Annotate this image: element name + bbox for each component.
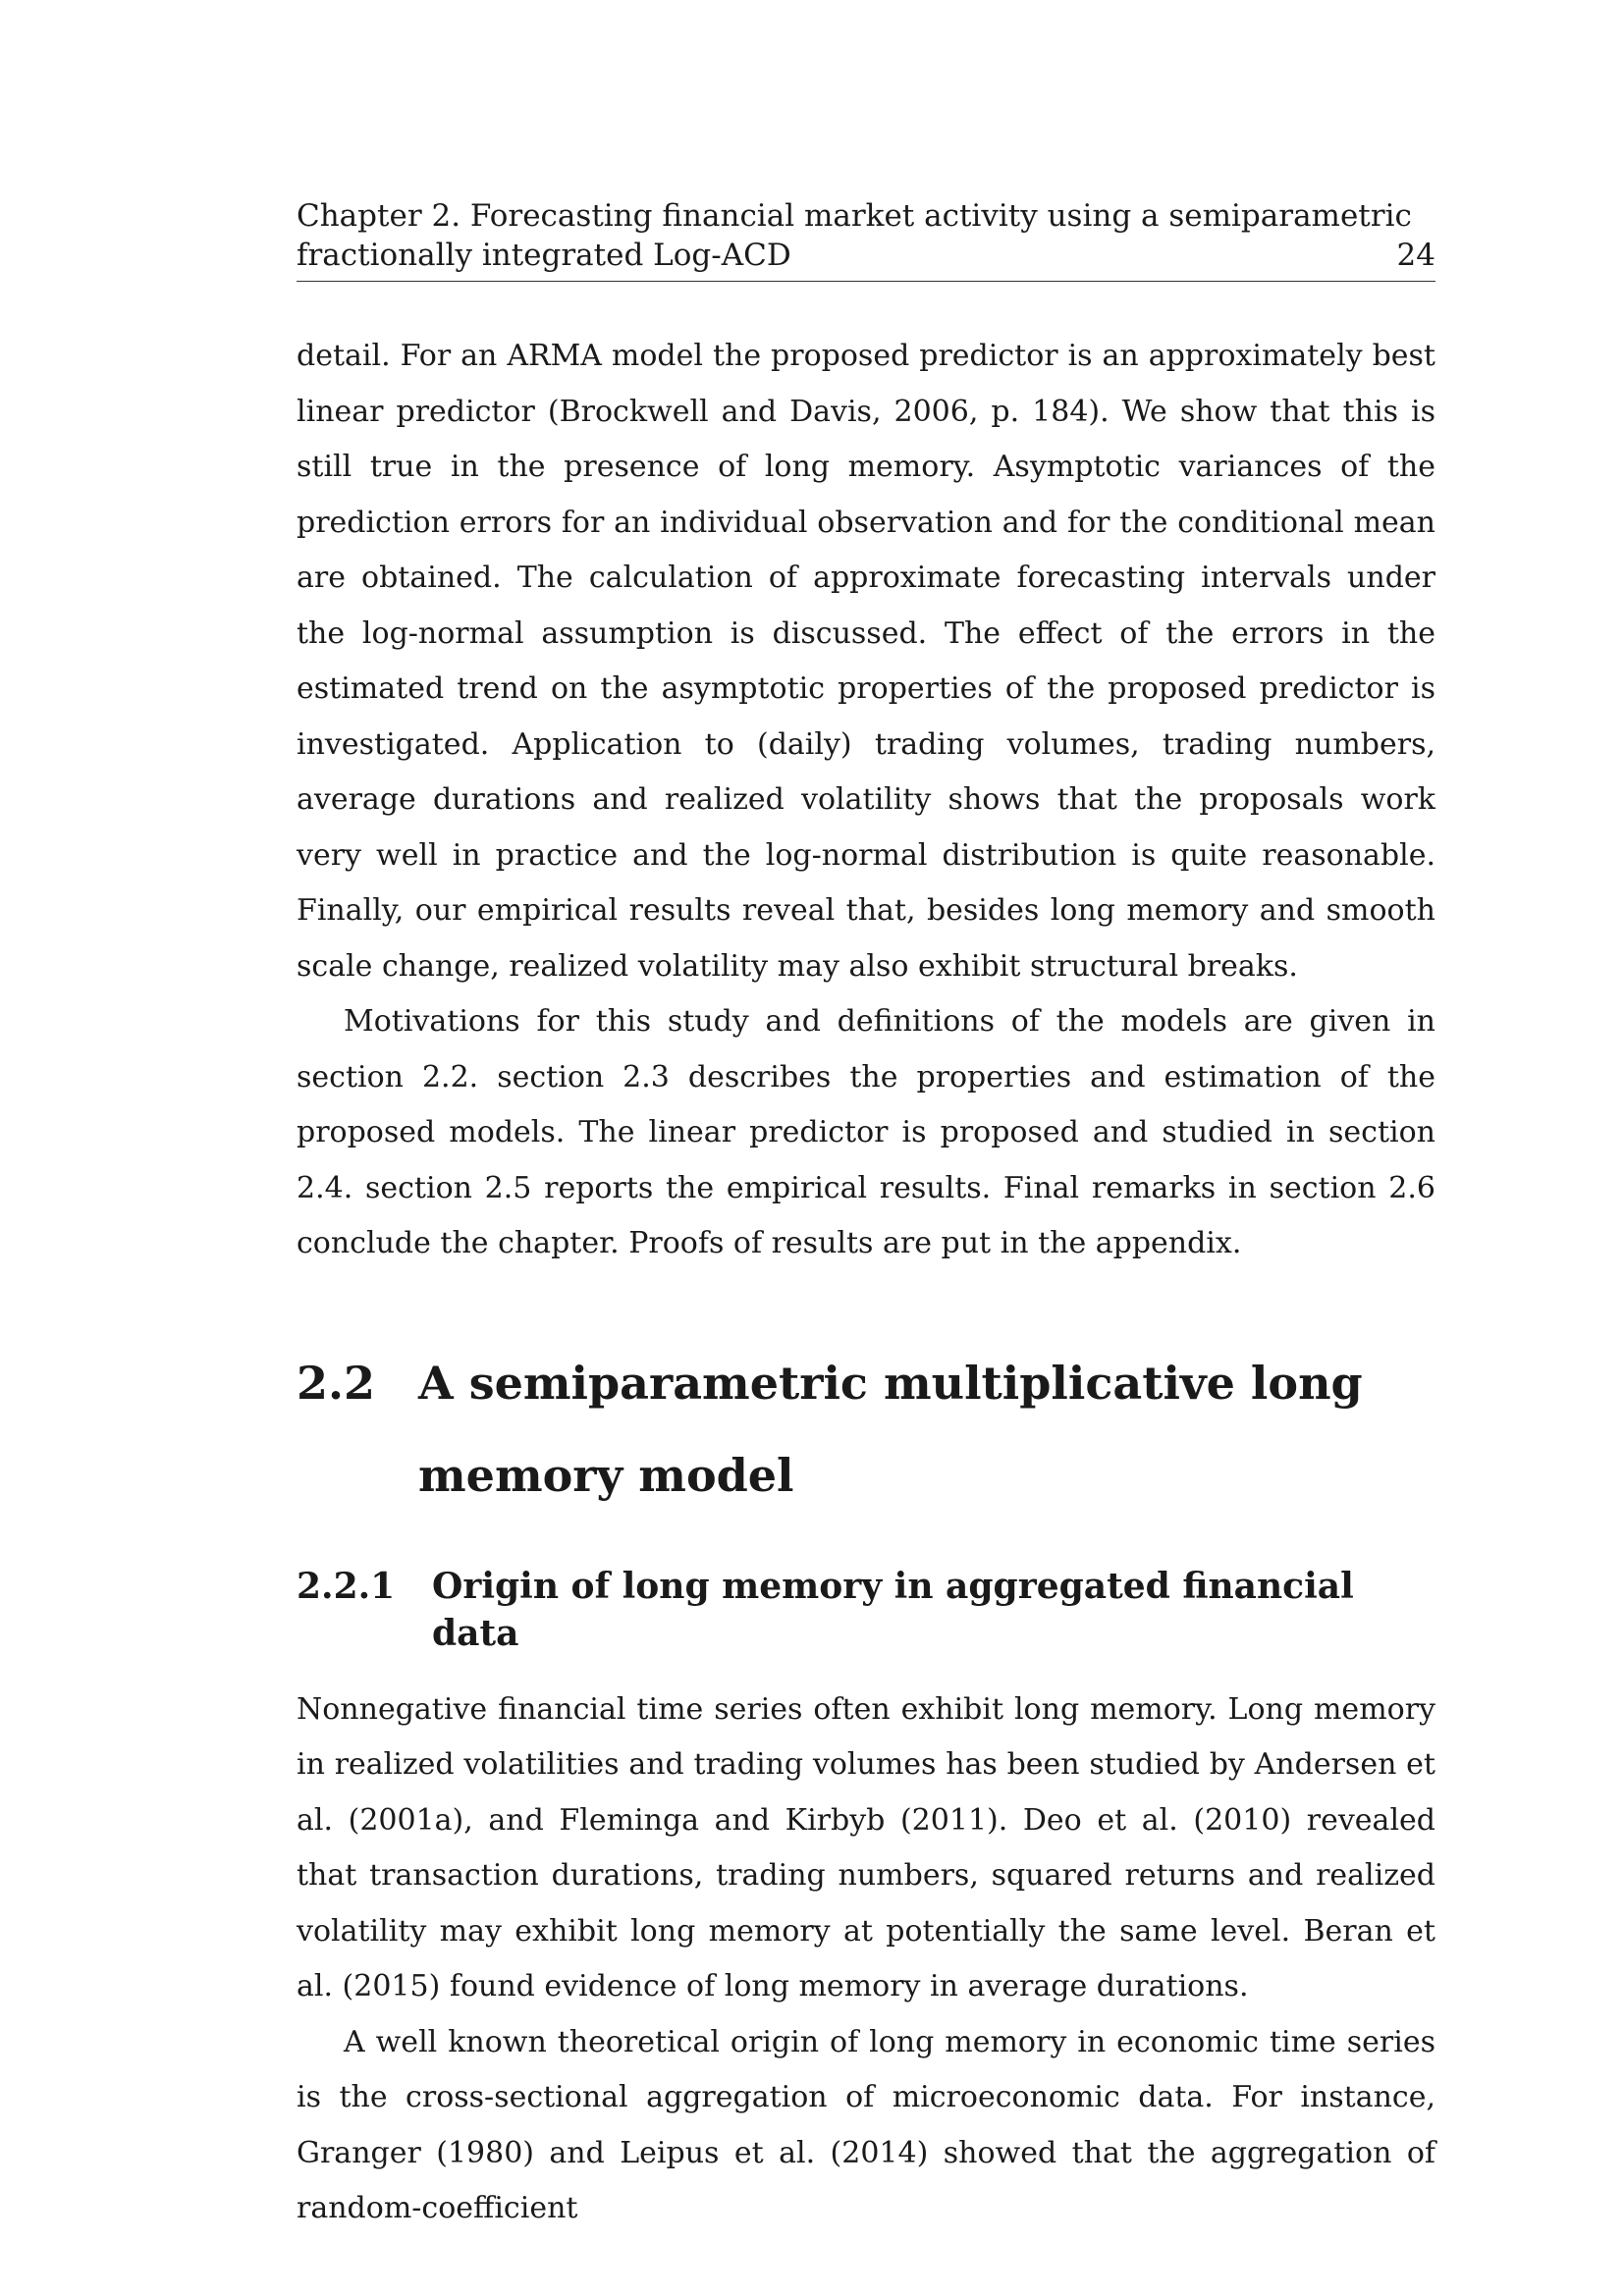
section-heading (297, 1337, 1435, 1522)
subsection-heading (297, 1563, 1435, 1657)
subsection-title: Origin of long memory in aggregated financial data (432, 1565, 1354, 1654)
running-header-chapter-line2: fractionally integrated Log-ACD (297, 238, 791, 273)
paragraph: Motivations for this study and definitions of the models are given in section 2.2. section 2.3 describes the properties and estimation of the proposed models. The linear predictor is proposed and studied in section 2.4. section 2.5 reports the empirical results. Final remarks in section 2.6 conclude the chapter. Proofs of results are put in the appendix. (297, 1004, 1435, 1260)
section-title: A semiparametric multiplicative long memory model (418, 1356, 1363, 1502)
subsection-text (297, 1682, 1435, 2237)
paragraph: Nonnegative financial time series often exhibit long memory. Long memory in realized volatilities and trading volumes has been studied by Andersen et al. (2001a), and Fleminga and Kirbyb (2011). Deo et al. (2010) revealed that transaction durations, trading numbers, squared returns and realized volatility may exhibit long memory at potentially the same level. Beran et al. (2015) found evidence of long memory in average durations. (297, 1691, 1435, 2003)
running-header (297, 196, 1435, 282)
section-number: 2.2 (297, 1356, 376, 1410)
page-number: 24 (1396, 238, 1435, 273)
subsection-number: 2.2.1 (297, 1565, 396, 1607)
running-header-chapter-line1: Chapter 2. Forecasting financial market activity using a semiparametric (297, 198, 1412, 234)
paragraph: A well known theoretical origin of long memory in economic time series is the cross-sectional aggregation of microeconomic data. For instance, Granger (1980) and Leipus et al. (2014) showed that the aggregation of random-coefficient (297, 2024, 1435, 2225)
paragraph: detail. For an ARMA model the proposed predictor is an approximately best linear predictor (Brockwell and Davis, 2006, p. 184). We show that this is still true in the presence of long memory. Asymptotic variances of the prediction errors for an individual observation and for the conditional mean are obtained. The calculation of approximate forecasting intervals under the log-normal assumption is discussed. The effect of the errors in the estimated trend on the asymptotic properties of the proposed predictor is investigated. Application to (daily) trading volumes, trading numbers, average durations and realized volatility shows that the proposals work very well in practice and the log-normal distribution is quite reasonable. Finally, our empirical results reveal that, besides long memory and smooth scale change, realized volatility may also exhibit structural breaks. (297, 339, 1435, 984)
intro-text (297, 329, 1435, 1272)
page (297, 196, 1435, 2237)
